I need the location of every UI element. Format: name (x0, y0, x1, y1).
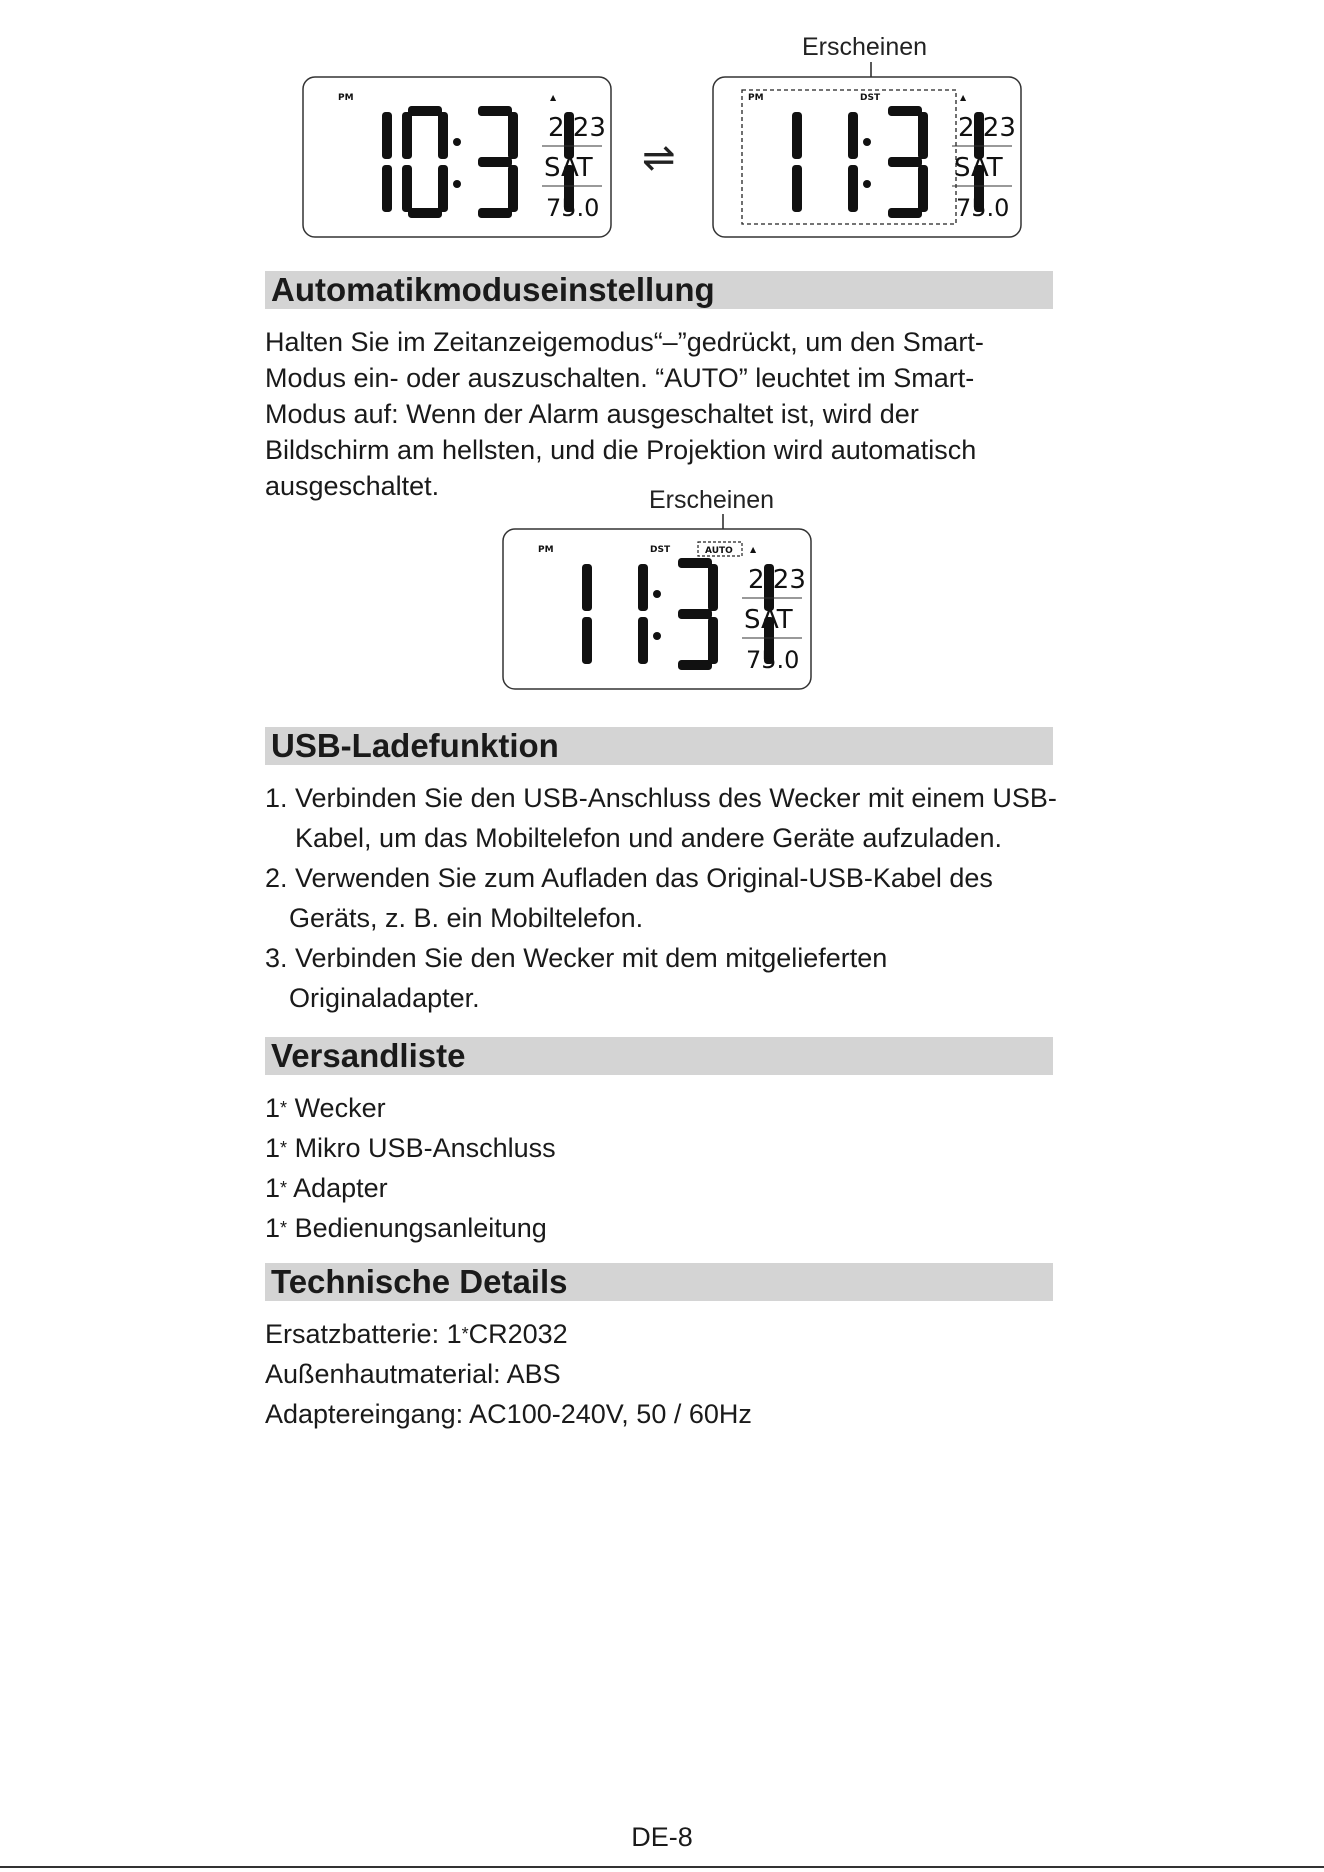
auto-mode-text-line-3: Modus auf: Wenn der Alarm ausgeschaltet ist, wird der (265, 399, 919, 429)
date-readout: 2 23 (548, 113, 606, 143)
pm-indicator: PM (338, 93, 354, 103)
lcd-segment-a (888, 106, 922, 116)
lcd-segment-c (638, 617, 648, 664)
lcd-segment-a (478, 106, 512, 116)
shipping-item: 1* Adapter (265, 1173, 388, 1203)
lcd-segment-a (408, 106, 442, 116)
lcd-segment-b (792, 112, 802, 159)
usb-item-1-line-1: 1. Verbinden Sie den USB-Anschluss des Wecker mit einem USB- (265, 783, 1057, 813)
dst-indicator: DST (860, 93, 881, 103)
lcd-segment-c (848, 165, 858, 212)
bell-icon: ▲ (550, 93, 557, 102)
weekday-readout: SAT (744, 605, 793, 635)
shipping-item: 1* Bedienungsanleitung (265, 1213, 547, 1243)
usb-item-2-line-1: 2. Verwenden Sie zum Aufladen das Original-USB-Kabel des (265, 863, 993, 893)
colon-dot-top (653, 590, 661, 598)
page-number: DE-8 (631, 1822, 693, 1852)
lcd-segment-g (888, 157, 922, 167)
lcd-segment-c (708, 617, 718, 664)
colon-dot-top (863, 138, 871, 146)
colon-dot-bottom (863, 180, 871, 188)
dst-indicator: DST (650, 545, 671, 555)
auto-indicator: AUTO (705, 546, 733, 556)
lcd-segment-d (408, 208, 442, 218)
lcd-segment-b (438, 112, 448, 159)
date-readout: 2 23 (748, 565, 806, 595)
tech-material: Außenhautmaterial: ABS (265, 1359, 561, 1389)
lcd-segment-b (638, 564, 648, 611)
colon-dot-top (453, 138, 461, 146)
lcd-segment-d (888, 208, 922, 218)
lcd-segment-d (478, 208, 512, 218)
usb-item-2-line-2: Geräts, z. B. ein Mobiltelefon. (289, 903, 644, 933)
colon-dot-bottom (653, 632, 661, 640)
lcd-segment-c (438, 165, 448, 212)
usb-item-3-line-2: Originaladapter. (289, 983, 480, 1013)
pm-indicator: PM (748, 93, 764, 103)
section-title-auto-mode: Automatikmoduseinstellung (271, 271, 715, 308)
auto-mode-text-line-1: Halten Sie im Zeitanzeigemodus“–”gedrückt, um den Smart- (265, 327, 984, 357)
temperature-readout: 75.0 (746, 646, 800, 674)
lcd-segment-c (508, 165, 518, 212)
auto-mode-text-line-2: Modus ein- oder auszuschalten. “AUTO” leuchtet im Smart- (265, 363, 975, 393)
section-title-tech: Technische Details (271, 1263, 568, 1300)
date-readout: 2 23 (958, 113, 1016, 143)
lcd-segment-c (582, 617, 592, 664)
appear-caption-auto: Erscheinen (649, 486, 775, 514)
colon-dot-bottom (453, 180, 461, 188)
lcd-segment-b (582, 564, 592, 611)
lcd-display-2 (712, 76, 1022, 238)
auto-mode-text-line-5: ausgeschaltet. (265, 471, 440, 501)
lcd-segment-f (402, 112, 412, 159)
bottom-rule (0, 1866, 1324, 1868)
lcd-segment-b (918, 112, 928, 159)
lcd-segment-c (382, 165, 392, 212)
lcd-display-3 (502, 528, 812, 690)
bell-icon: ▲ (960, 93, 967, 102)
lcd-segment-d (678, 660, 712, 670)
lcd-segment-c (918, 165, 928, 212)
lcd-segment-g (478, 157, 512, 167)
lcd-segment-e (402, 165, 412, 212)
usb-item-3-line-1: 3. Verbinden Sie den Wecker mit dem mitgelieferten (265, 943, 888, 973)
shipping-item: 1* Mikro USB-Anschluss (265, 1133, 556, 1163)
lcd-display-1 (302, 76, 612, 238)
appear-caption-top: Erscheinen (802, 33, 928, 61)
section-title-shipping: Versandliste (271, 1037, 466, 1074)
weekday-readout: SAT (954, 153, 1003, 183)
swap-arrows-icon: ⇌ (642, 136, 676, 180)
lcd-segment-b (508, 112, 518, 159)
auto-mode-text-line-4: Bildschirm am hellsten, und die Projektion wird automatisch (265, 435, 977, 465)
lcd-segment-b (848, 112, 858, 159)
temperature-readout: 75.0 (546, 194, 600, 222)
lcd-segment-g (678, 609, 712, 619)
lcd-segment-b (708, 564, 718, 611)
tech-adapter-input: Adaptereingang: AC100-240V, 50 / 60Hz (265, 1399, 752, 1429)
usb-item-1-line-2: Kabel, um das Mobiltelefon und andere Geräte aufzuladen. (295, 823, 1002, 853)
bell-icon: ▲ (750, 545, 757, 554)
shipping-item: 1* Wecker (265, 1093, 386, 1123)
section-title-usb: USB-Ladefunktion (271, 727, 559, 764)
temperature-readout: 75.0 (956, 194, 1010, 222)
lcd-segment-c (792, 165, 802, 212)
tech-battery: Ersatzbatterie: 1*CR2032 (265, 1319, 568, 1349)
lcd-segment-a (678, 558, 712, 568)
weekday-readout: SAT (544, 153, 593, 183)
pm-indicator: PM (538, 545, 554, 555)
lcd-segment-b (382, 112, 392, 159)
